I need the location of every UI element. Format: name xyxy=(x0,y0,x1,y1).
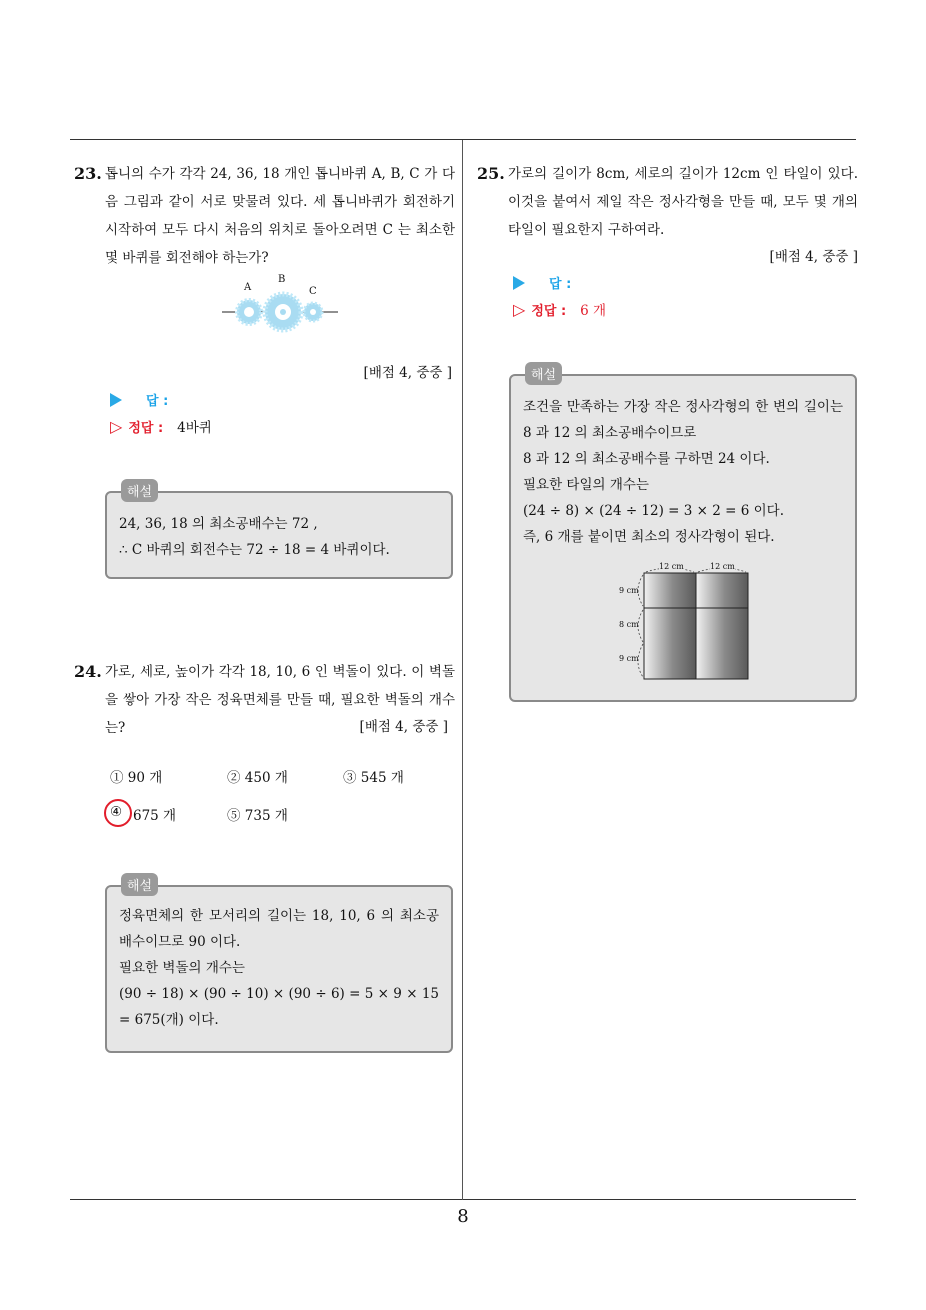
open-triangle-icon: ▷ xyxy=(513,299,526,319)
play-icon xyxy=(513,276,525,290)
tile-top-label-2: 12 cm xyxy=(710,562,735,571)
gear-label-a: A xyxy=(244,282,252,293)
tile-figure xyxy=(619,562,759,680)
q23-meta: [배점 4, 중중 ] xyxy=(363,365,452,381)
gear-label-c: C xyxy=(309,286,317,297)
choice-2[interactable]: ② 450 개 xyxy=(227,770,288,786)
top-rule xyxy=(70,139,856,140)
correct-label: 정답 : xyxy=(128,420,164,436)
explanation-body xyxy=(119,903,439,1033)
explanation-line: ∴ C 바퀴의 회전수는 72 ÷ 18 = 4 바퀴이다. xyxy=(119,542,390,558)
explanation-line: (24 ÷ 8) × (24 ÷ 12) = 3 × 2 = 6 이다. xyxy=(523,503,784,519)
explanation-tag: 해설 xyxy=(525,362,562,385)
correct-value: 6 개 xyxy=(580,303,607,319)
explanation-tag: 해설 xyxy=(121,479,158,502)
q23-answer-row xyxy=(110,390,168,409)
choice-3[interactable]: ③ 545 개 xyxy=(343,770,404,786)
correct-value: 4바퀴 xyxy=(177,420,212,436)
choice-4-text: 675 개 xyxy=(133,808,177,824)
tile-top-label-1: 12 cm xyxy=(659,562,684,571)
q25-number: 25. xyxy=(477,164,505,183)
q25-text: 가로의 길이가 8cm, 세로의 길이가 12cm 인 타일이 있다. 이것을 붙여서 제일 작은 정사각형을 만들 때, 모두 몇 개의 타일이 필요한지 구하여라. xyxy=(508,166,858,238)
gear-label-b: B xyxy=(278,274,286,285)
column-divider xyxy=(462,140,463,1200)
explanation-tag: 해설 xyxy=(121,873,158,896)
q25-correct-row xyxy=(513,299,606,319)
bottom-rule xyxy=(70,1199,856,1200)
explanation-line: 조건을 만족하는 가장 작은 정사각형의 한 변의 길이는 8 과 12 의 최소공배수이므로 xyxy=(523,399,843,441)
q23-correct-row xyxy=(110,416,212,436)
play-icon xyxy=(110,393,122,407)
tile-side-label-3: 9 cm xyxy=(619,654,639,663)
explanation-line: 필요한 벽돌의 개수는 xyxy=(119,960,245,976)
open-triangle-icon: ▷ xyxy=(110,416,123,436)
choice-1[interactable]: ① 90 개 xyxy=(110,770,163,786)
q25-explanation-box xyxy=(509,368,857,702)
choice-4[interactable]: ④ xyxy=(110,804,123,820)
q24-meta: [배점 4, 중중 ] xyxy=(359,719,448,735)
q23-text: 톱니의 수가 각각 24, 36, 18 개인 톱니바퀴 A, B, C 가 다음 그림과 같이 서로 맞물려 있다. 세 톱니바퀴가 회전하기 시작하여 모두 다시 처음의 위치로 돌아오려면 C 는 최소한 몇 바퀴를 회전해야 하는가? xyxy=(105,166,455,266)
explanation-line: (90 ÷ 18) × (90 ÷ 10) × (90 ÷ 6) = 5 × 9 × 15 = 675(개) 이다. xyxy=(119,986,439,1028)
q25-meta: [배점 4, 중중 ] xyxy=(769,249,858,265)
q25-answer-row xyxy=(513,273,571,292)
correct-label: 정답 : xyxy=(531,303,567,319)
tile-side-label-2: 8 cm xyxy=(619,620,639,629)
q24-text: 가로, 세로, 높이가 각각 18, 10, 6 인 벽돌이 있다. 이 벽돌을 쌓아 가장 작은 정육면체를 만들 때, 필요한 벽돌의 개수는? xyxy=(105,664,455,736)
explanation-line: 24, 36, 18 의 최소공배수는 72 , xyxy=(119,516,318,532)
answer-label: 답 : xyxy=(146,394,169,409)
answer-label: 답 : xyxy=(549,277,572,292)
choice-5[interactable]: ⑤ 735 개 xyxy=(227,808,288,824)
gear-figure xyxy=(222,274,338,334)
q23-explanation-box xyxy=(105,485,453,579)
q24-number: 24. xyxy=(74,662,102,681)
explanation-body xyxy=(119,511,439,563)
explanation-line: 8 과 12 의 최소공배수를 구하면 24 이다. xyxy=(523,451,770,467)
explanation-line: 필요한 타일의 개수는 xyxy=(523,477,649,493)
q23-number: 23. xyxy=(74,164,102,183)
explanation-line: 정육면체의 한 모서리의 길이는 18, 10, 6 의 최소공배수이므로 90 이다. xyxy=(119,908,439,950)
tile-side-label-1: 9 cm xyxy=(619,586,639,595)
explanation-body xyxy=(523,394,843,550)
explanation-line: 즉, 6 개를 붙이면 최소의 정사각형이 된다. xyxy=(523,529,775,545)
q24-explanation-box xyxy=(105,879,453,1053)
page-number: 8 xyxy=(457,1206,469,1227)
